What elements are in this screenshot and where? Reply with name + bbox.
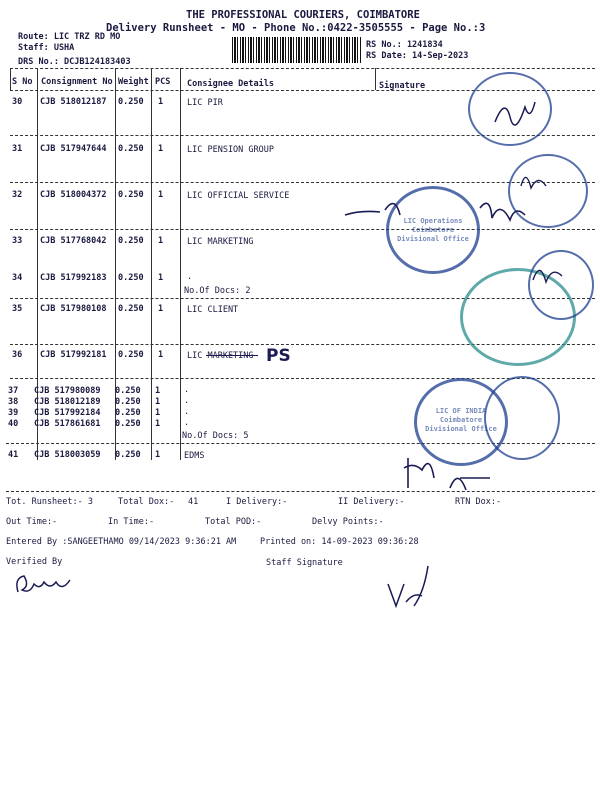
row-consignee: EDMS [184, 451, 205, 461]
route-label: Route: LIC TRZ RD MO [18, 32, 121, 42]
out-time: Out Time:- [6, 517, 58, 527]
row-consignment: CJB 517947644 [40, 144, 107, 154]
row-sno: 32 [12, 190, 23, 200]
col-divider [375, 68, 376, 90]
row-consignee: LIC OFFICIAL SERVICE [187, 191, 290, 201]
row-consignment: CJB 517980089 [34, 386, 101, 396]
row-weight: 0.250 [115, 397, 141, 407]
row-weight: 0.250 [115, 408, 141, 418]
row-pcs: 1 [155, 397, 161, 407]
drs-number: DRS No.: DCJB124183403 [18, 57, 131, 67]
row-sno: 33 [12, 236, 23, 246]
row-sno: 41 [8, 450, 19, 460]
row-sno: 40 [8, 419, 19, 429]
col-header-weight: Weight [118, 77, 149, 87]
col-header-signature: Signature [379, 81, 426, 91]
col-divider [180, 68, 181, 460]
barcode [232, 37, 362, 63]
row-sno: 37 [8, 386, 19, 396]
row-pcs: 1 [158, 97, 164, 107]
table-top-border [10, 68, 595, 69]
row-pcs: 1 [158, 304, 164, 314]
entered-by: Entered By :SANGEETHAMO 09/14/2023 9:36:21 AM [6, 537, 237, 547]
runsheet-title: Delivery Runsheet - MO - Phone No.:0422-3505555 - Page No.:3 [106, 22, 486, 34]
col-header-pcs: PCS [155, 77, 171, 87]
row-pcs: 1 [158, 350, 164, 360]
signature-scribble [490, 92, 540, 132]
total-pod: Total POD:- [205, 517, 262, 527]
total-dox-label: Total Dox:- [118, 497, 175, 507]
row-sno: 38 [8, 397, 19, 407]
row-consignee: . [184, 385, 190, 395]
col-divider [10, 68, 11, 90]
stamp-text: LIC OF INDIA Coimbatore Divisional Office [425, 407, 497, 433]
strikethrough-mark [206, 355, 258, 356]
col-divider [151, 68, 152, 460]
row-consignment: CJB 517992181 [40, 350, 107, 360]
row-weight: 0.250 [118, 144, 144, 154]
i-delivery: I Delivery:- [226, 497, 288, 507]
row-pcs: 1 [158, 144, 164, 154]
row-docs-count: No.Of Docs: 5 [182, 431, 249, 441]
rtn-dox: RTN Dox:- [455, 497, 502, 507]
total-dox-value: 41 [188, 497, 199, 507]
row-consignment: CJB 517768042 [40, 236, 107, 246]
row-divider [10, 182, 595, 183]
row-consignee: LIC CLIENT [187, 305, 239, 315]
row-sno: 30 [12, 97, 23, 107]
rs-date: RS Date: 14-Sep-2023 [366, 51, 469, 61]
col-header-consignment: Consignment No [41, 77, 113, 87]
row-weight: 0.250 [115, 419, 141, 429]
row-consignee: . [184, 407, 190, 417]
row-consignee: . [184, 396, 190, 406]
row-weight: 0.250 [118, 190, 144, 200]
row-consignee: LIC PIR [187, 98, 223, 108]
staff-signature [384, 562, 444, 614]
row-consignment: CJB 518004372 [40, 190, 107, 200]
signature-scribble [340, 190, 540, 230]
signature-scribble [528, 258, 568, 288]
col-header-consignee: Consignee Details [187, 79, 274, 89]
row-docs-count: No.Of Docs: 2 [184, 286, 251, 296]
row-consignment: CJB 517992183 [40, 273, 107, 283]
row-consignment: CJB 518012189 [34, 397, 101, 407]
row-consignment: CJB 517861681 [34, 419, 101, 429]
verified-by: Verified By [6, 557, 63, 567]
row-pcs: 1 [155, 419, 161, 429]
row-consignee: . [187, 272, 193, 282]
row-consignment: CJB 518003059 [34, 450, 101, 460]
row-weight: 0.250 [115, 450, 141, 460]
staff-signature-label: Staff Signature [266, 558, 343, 568]
row-pcs: 1 [158, 273, 164, 283]
in-time: In Time:- [108, 517, 155, 527]
row-consignee: LIC MARKETING [187, 351, 254, 361]
rs-number: RS No.: 1241834 [366, 40, 443, 50]
staff-label: Staff: USHA [18, 43, 75, 53]
row-sno: 34 [12, 273, 23, 283]
row-consignee: LIC PENSION GROUP [187, 145, 274, 155]
ii-delivery: II Delivery:- [338, 497, 405, 507]
row-consignment: CJB 517992184 [34, 408, 101, 418]
stamp-text: LIC Operations Coimbatore Divisional Office [397, 217, 469, 243]
verified-signature [12, 568, 82, 602]
printed-on: Printed on: 14-09-2023 09:36:28 [260, 537, 419, 547]
row-weight: 0.250 [118, 97, 144, 107]
signature-scribble [400, 448, 520, 500]
signature-scribble [516, 166, 556, 196]
company-name: THE PROFESSIONAL COURIERS, COIMBATORE [186, 9, 420, 21]
row-pcs: 1 [155, 450, 161, 460]
row-sno: 36 [12, 350, 23, 360]
handwritten-note: PS [266, 346, 291, 366]
col-header-sno: S No [12, 77, 33, 87]
row-weight: 0.250 [118, 273, 144, 283]
row-consignee: . [184, 418, 190, 428]
total-runsheet: Tot. Runsheet:- 3 [6, 497, 93, 507]
delvy-points: Delvy Points:- [312, 517, 384, 527]
row-sno: 35 [12, 304, 23, 314]
row-weight: 0.250 [118, 304, 144, 314]
row-pcs: 1 [158, 236, 164, 246]
row-weight: 0.250 [115, 386, 141, 396]
row-sno: 31 [12, 144, 23, 154]
row-pcs: 1 [158, 190, 164, 200]
row-weight: 0.250 [118, 350, 144, 360]
row-pcs: 1 [155, 408, 161, 418]
row-sno: 39 [8, 408, 19, 418]
row-pcs: 1 [155, 386, 161, 396]
row-weight: 0.250 [118, 236, 144, 246]
row-consignment: CJB 517980108 [40, 304, 107, 314]
row-consignment: CJB 518012187 [40, 97, 107, 107]
row-consignee: LIC MARKETING [187, 237, 254, 247]
